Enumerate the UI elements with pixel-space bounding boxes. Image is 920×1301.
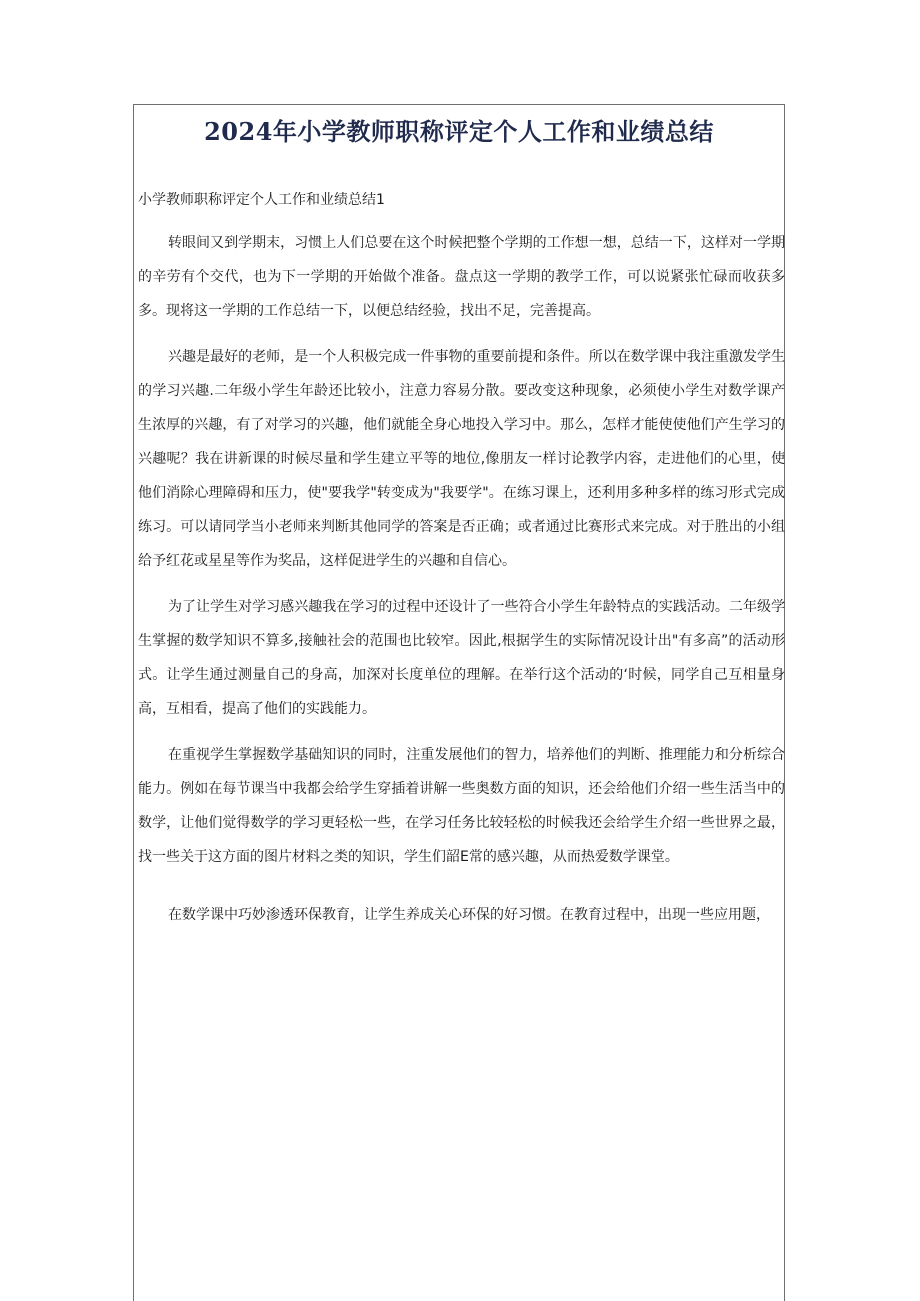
document-title: 2024年小学教师职称评定个人工作和业绩总结 (204, 117, 714, 146)
document-body (138, 226, 785, 944)
paragraph-1: 转眼间又到学期末，习惯上人们总要在这个时候把整个学期的工作想一想，总结一下，这样对一学期的辛劳有个交代，也为下一学期的开始做个准备。盘点这一学期的教学工作，可以说紧张忙碌而收获多多。现将这一学期的工作总结一下，以便总结经验，找出不足，完善提高。 (138, 235, 785, 319)
paragraph-5: 在数学课中巧妙渗透环保教育，让学生养成关心环保的好习惯。在教育过程中，出现一些应用题， (168, 907, 770, 923)
section-heading: 小学教师职称评定个人工作和业绩总结1 (138, 192, 385, 208)
paragraph-2: 兴趣是最好的老师，是一个人积极完成一件事物的重要前提和条件。所以在数学课中我注重激发学生的学习兴趣.二年级小学生年龄还比较小，注意力容易分散。要改变这种现象，必须使小学生对数学课产生浓厚的兴趣，有了对学习的兴趣，他们就能全身心地投入学习中。那么，怎样才能使使他们产生学习的兴趣呢？我在讲新课的时候尽量和学生建立平等的地位,像朋友一样讨论教学内容，走进他们的心里，使他们消除心理障碍和压力，使"要我学"转变成为"我要学"。在练习课上，还利用多种多样的练习形式完成练习。可以请同学当小老师来判断其他同学的答案是否正确；或者通过比赛形式来完成。对于胜出的小组给予红花或星星等作为奖品，这样促进学生的兴趣和自信心。 (138, 349, 785, 569)
paragraph-3: 为了让学生对学习感兴趣我在学习的过程中还设计了一些符合小学生年龄特点的实践活动。二年级学生掌握的数学知识不算多,接触社会的范围也比较窄。因此,根据学生的实际情况设计出"有多高”的活动形式。让学生通过测量自己的身高，加深对长度单位的理解。在举行这个活动的‘时候，同学自己互相量身高，互相看，提高了他们的实践能力。 (138, 599, 785, 717)
paragraph-4: 在重视学生掌握数学基础知识的同时，注重发展他们的智力，培养他们的判断、推理能力和分析综合能力。例如在每节课当中我都会给学生穿插着讲解一些奥数方面的知识，还会给他们介绍一些生活当中的数学，让他们觉得数学的学习更轻松一些，在学习任务比较轻松的时候我还会给学生介绍一些世界之最，找一些关于这方面的图片材料之类的知识，学生们韶E常的感兴趣，从而热爱数学课堂。 (138, 747, 785, 865)
